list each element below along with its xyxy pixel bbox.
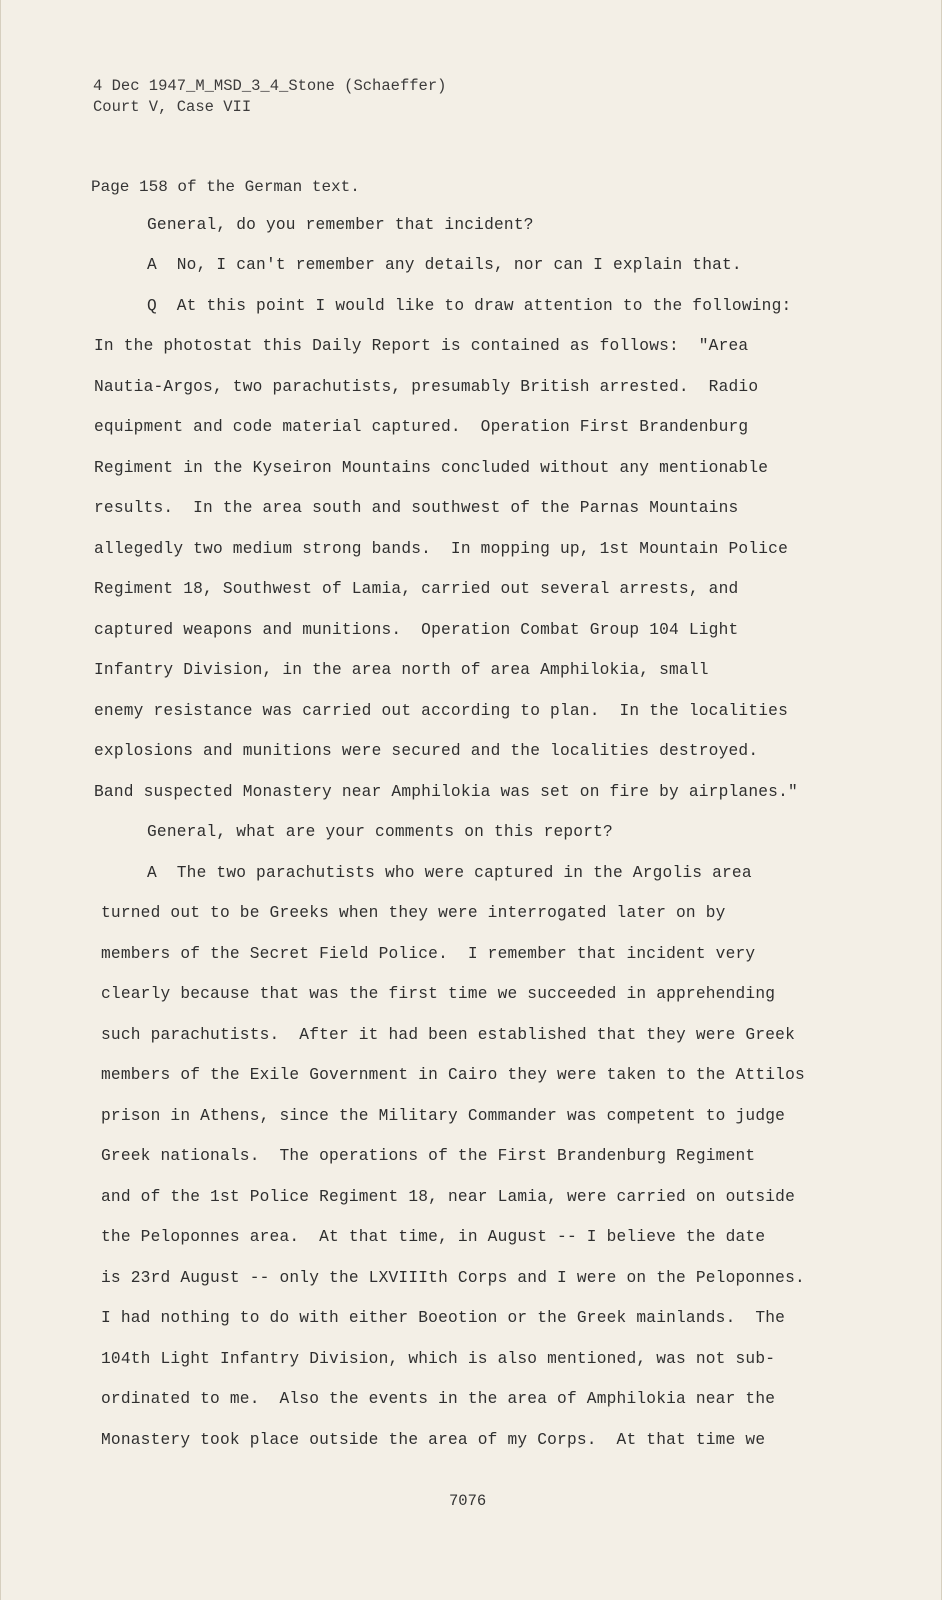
text-line: A No, I can't remember any details, nor can I explain that. xyxy=(147,256,742,274)
text-line: prison in Athens, since the Military Commander was competent to judge xyxy=(101,1107,786,1125)
document-header xyxy=(93,76,446,118)
text-line: clearly because that was the first time we succeeded in apprehending xyxy=(101,985,776,1003)
text-line: captured weapons and munitions. Operation Combat Group 104 Light xyxy=(94,621,739,639)
text-line: is 23rd August -- only the LXVIIIth Corps and I were on the Peloponnes. xyxy=(101,1269,805,1287)
text-line: Nautia-Argos, two parachutists, presumably British arrested. Radio xyxy=(94,378,759,396)
text-line: ordinated to me. Also the events in the area of Amphilokia near the xyxy=(101,1390,776,1408)
text-line: Q At this point I would like to draw attention to the following: xyxy=(147,297,792,315)
text-line: Band suspected Monastery near Amphilokia was set on fire by airplanes." xyxy=(94,783,798,801)
text-line: equipment and code material captured. Operation First Brandenburg xyxy=(94,418,749,436)
text-line: members of the Exile Government in Cairo they were taken to the Attilos xyxy=(101,1066,805,1084)
text-line: Greek nationals. The operations of the First Brandenburg Regiment xyxy=(101,1147,756,1165)
text-line: turned out to be Greeks when they were interrogated later on by xyxy=(101,904,726,922)
text-line: Monastery took place outside the area of my Corps. At that time we xyxy=(101,1431,766,1449)
text-line: allegedly two medium strong bands. In mopping up, 1st Mountain Police xyxy=(94,540,788,558)
text-line: results. In the area south and southwest of the Parnas Mountains xyxy=(94,499,739,517)
text-line: 104th Light Infantry Division, which is also mentioned, was not sub- xyxy=(101,1350,776,1368)
text-line: In the photostat this Daily Report is contained as follows: "Area xyxy=(94,337,749,355)
text-line: the Peloponnes area. At that time, in August -- I believe the date xyxy=(101,1228,766,1246)
text-line: Infantry Division, in the area north of area Amphilokia, small xyxy=(94,661,709,679)
text-line: members of the Secret Field Police. I remember that incident very xyxy=(101,945,756,963)
text-line: such parachutists. After it had been established that they were Greek xyxy=(101,1026,795,1044)
text-line: Regiment in the Kyseiron Mountains concluded without any mentionable xyxy=(94,459,769,477)
header-line-date-reference: 4 Dec 1947_M_MSD_3_4_Stone (Schaeffer) xyxy=(93,77,447,95)
text-line: enemy resistance was carried out according to plan. In the localities xyxy=(94,702,788,720)
text-line: General, what are your comments on this report? xyxy=(147,823,613,841)
header-line-court-case: Court V, Case VII xyxy=(93,98,252,116)
text-line: and of the 1st Police Regiment 18, near Lamia, were carried on outside xyxy=(101,1188,795,1206)
page-reference: Page 158 of the German text. xyxy=(91,178,360,196)
text-line: General, do you remember that incident? xyxy=(147,216,534,234)
text-line: A The two parachutists who were captured in the Argolis area xyxy=(147,864,752,882)
text-line: I had nothing to do with either Boeotion or the Greek mainlands. The xyxy=(101,1309,786,1327)
page-number: 7076 xyxy=(449,1492,487,1510)
text-line: Regiment 18, Southwest of Lamia, carried out several arrests, and xyxy=(94,580,739,598)
text-line: explosions and munitions were secured and the localities destroyed. xyxy=(94,742,759,760)
